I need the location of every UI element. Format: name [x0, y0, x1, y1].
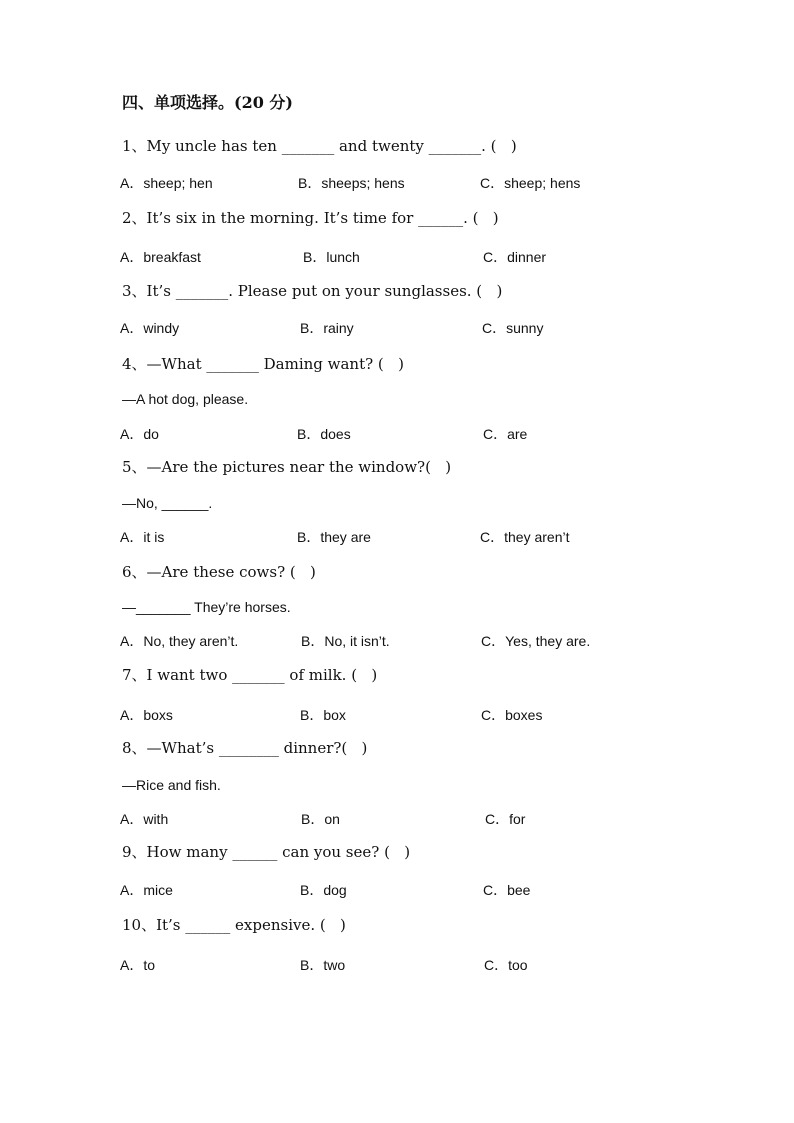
question-4-dialog: —A hot dog, please.	[122, 391, 249, 407]
option-b: B．two	[300, 957, 346, 973]
question-2-options	[120, 247, 720, 267]
question-2-stem: 2、It’s six in the morning. It’s time for ______. ( )	[122, 209, 499, 227]
question-9-stem: 9、How many ______ can you see? ( )	[122, 843, 411, 861]
question-3-stem: 3、It’s _______. Please put on your sunglasses. ( )	[122, 282, 503, 300]
question-10-options	[120, 955, 720, 975]
question-5-dialog: —No, ______.	[122, 495, 213, 511]
question-6-dialog: —_______ They’re horses.	[122, 599, 291, 615]
question-5-options	[120, 527, 720, 547]
option-a: A．breakfast	[120, 249, 201, 265]
question-4-options	[120, 424, 720, 444]
option-c: C．boxes	[481, 707, 543, 723]
question-1-options	[120, 173, 720, 193]
question-8-dialog: —Rice and fish.	[122, 777, 221, 793]
option-c: C．bee	[483, 882, 531, 898]
option-c: C．for	[485, 811, 526, 827]
question-7-options	[120, 705, 720, 725]
option-a: A．to	[120, 957, 156, 973]
question-1-stem: 1、My uncle has ten _______ and twenty _______. ( )	[122, 137, 517, 155]
option-c: C．they aren’t	[480, 529, 570, 545]
option-c: C．sheep; hens	[480, 175, 581, 191]
option-a: A．mice	[120, 882, 173, 898]
option-a: A．boxs	[120, 707, 173, 723]
option-c: C．are	[483, 426, 528, 442]
option-a: A．do	[120, 426, 159, 442]
question-9-options	[120, 880, 720, 900]
question-8-options	[120, 809, 720, 829]
option-b: B．they are	[297, 529, 371, 545]
option-b: B．does	[297, 426, 351, 442]
question-3-options	[120, 318, 720, 338]
option-b: B．No, it isn’t.	[301, 633, 390, 649]
option-a: A．sheep; hen	[120, 175, 213, 191]
question-4-stem: 4、—What _______ Daming want? ( )	[122, 355, 404, 373]
question-8-stem: 8、—What’s ________ dinner?( )	[122, 739, 368, 757]
option-a: A．with	[120, 811, 169, 827]
question-6-options	[120, 631, 720, 651]
option-b: B．on	[301, 811, 340, 827]
option-b: B．sheeps; hens	[298, 175, 405, 191]
question-6-stem: 6、—Are these cows? ( )	[122, 563, 316, 581]
question-10-stem: 10、It’s ______ expensive. ( )	[122, 916, 346, 934]
option-c: C．dinner	[483, 249, 547, 265]
option-b: B．dog	[300, 882, 347, 898]
option-a: A．No, they aren’t.	[120, 633, 239, 649]
option-c: C．Yes, they are.	[481, 633, 591, 649]
option-a: A．windy	[120, 320, 180, 336]
section-title: 四、单项选择。(20 分)	[122, 93, 293, 112]
option-c: C．sunny	[482, 320, 544, 336]
option-b: B．rainy	[300, 320, 354, 336]
option-c: C．too	[484, 957, 528, 973]
question-7-stem: 7、I want two _______ of milk. ( )	[122, 666, 378, 684]
option-a: A．it is	[120, 529, 165, 545]
option-b: B．box	[300, 707, 346, 723]
question-5-stem: 5、—Are the pictures near the window?( )	[122, 458, 452, 476]
option-b: B．lunch	[303, 249, 360, 265]
